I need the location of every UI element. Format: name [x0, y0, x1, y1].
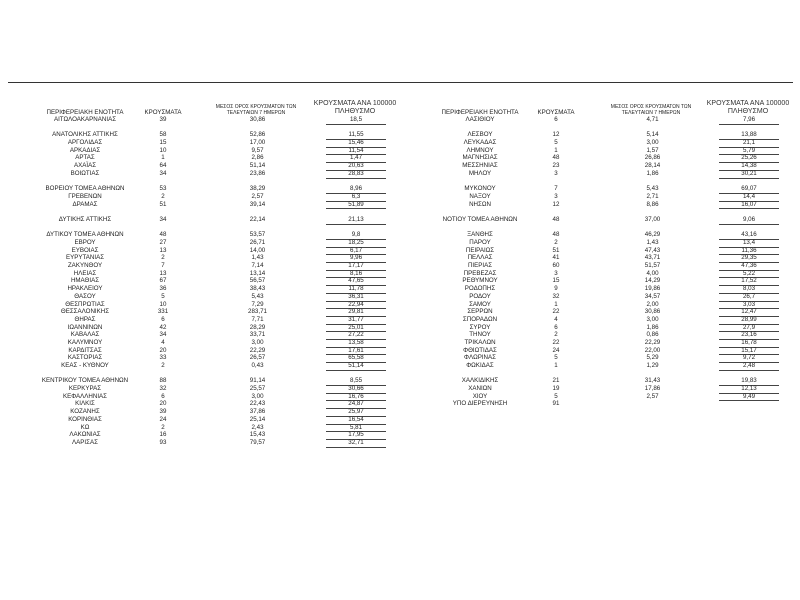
- cell-region: ΧΑΛΚΙΔΙΚΗΣ: [461, 377, 499, 385]
- cell-cases: 4: [161, 338, 165, 346]
- cell-per100k: 6,17: [326, 247, 386, 256]
- cell-avg: 1,43: [646, 239, 659, 246]
- cell-region: ΚΕΑΣ - ΚΥΘΝΟΥ: [61, 362, 109, 369]
- cell-avg: 8,86: [646, 200, 659, 208]
- cell-region: ΠΡΕΒΕΖΑΣ: [463, 269, 497, 277]
- cell-per100k: 25,26: [719, 154, 779, 163]
- cell-per100k: 32,71: [326, 439, 386, 448]
- cell-cases: 20: [159, 346, 167, 354]
- cell-cases: 48: [159, 231, 167, 239]
- cell-cases: 12: [552, 200, 560, 208]
- header-cases: ΚΡΟΥΣΜΑΤΑ: [537, 109, 575, 116]
- cell-cases: 1: [554, 362, 558, 369]
- cell-cases: 5: [554, 392, 558, 400]
- cell-cases: 331: [157, 308, 169, 316]
- cell-region: ΚΑΛΥΜΝΟΥ: [67, 338, 103, 346]
- cell-per100k: 28,83: [326, 170, 386, 179]
- cell-cases: 12: [552, 131, 560, 139]
- cell-avg: 0,43: [251, 362, 264, 369]
- cell-cases: 21: [552, 377, 560, 385]
- cell-per100k: 27,9: [719, 324, 779, 333]
- cell-region: ΦΛΩΡΙΝΑΣ: [464, 354, 496, 362]
- cell-avg: 17,86: [644, 385, 661, 393]
- cell-avg: 5,43: [646, 185, 659, 193]
- cell-avg: 34,57: [644, 292, 661, 300]
- cell-per100k: 14,4: [719, 193, 779, 202]
- cell-per100k: 5,79: [719, 147, 779, 156]
- cell-region: ΜΗΛΟΥ: [468, 169, 492, 177]
- cell-region: ΜΕΣΣΗΝΙΑΣ: [462, 162, 498, 170]
- cell-avg: 1,43: [251, 254, 264, 262]
- cell-per100k: 11,78: [326, 285, 386, 294]
- cell-avg: 37,00: [644, 215, 661, 223]
- cell-per100k: 12,47: [719, 308, 779, 317]
- cell-avg: 3,00: [646, 139, 659, 147]
- cell-region: ΠΑΡΟΥ: [469, 239, 491, 246]
- cell-cases: 60: [552, 262, 560, 270]
- cell-per100k: 22,94: [326, 301, 386, 310]
- cell-region: ΣΠΟΡΑΔΩΝ: [462, 315, 498, 323]
- cell-cases: 20: [159, 400, 167, 408]
- cell-per100k: 24,87: [326, 400, 386, 409]
- cell-per100k: 25,01: [326, 324, 386, 333]
- cell-avg: 19,86: [644, 285, 661, 293]
- cell-cases: 39: [159, 408, 167, 416]
- cell-avg: 28,29: [249, 323, 266, 331]
- cell-region: ΦΘΙΩΤΙΔΑΣ: [463, 346, 497, 354]
- cell-cases: 6: [554, 323, 558, 331]
- cell-avg: 22,00: [644, 346, 661, 354]
- cell-avg: 56,57: [249, 277, 266, 285]
- cell-cases: 7: [554, 185, 558, 193]
- cell-per100k: 9,96: [326, 254, 386, 263]
- cell-cases: 1: [554, 146, 558, 154]
- cell-cases: 39: [159, 116, 167, 123]
- cell-per100k: 31,77: [326, 316, 386, 325]
- cell-per100k: 69,07: [719, 185, 779, 194]
- cell-region: ΡΕΘΥΜΝΟΥ: [462, 277, 498, 285]
- cell-avg: 5,14: [646, 131, 659, 139]
- cell-per100k: 43,16: [719, 231, 779, 240]
- cell-region: ΛΕΣΒΟΥ: [467, 131, 493, 139]
- cell-avg: 13,14: [249, 269, 266, 277]
- cell-cases: 33: [159, 354, 167, 362]
- cell-avg: 22,29: [249, 346, 266, 354]
- cell-region: ΖΑΚΥΝΘΟΥ: [67, 262, 103, 270]
- cell-per100k: 9,72: [719, 354, 779, 363]
- cell-per100k: 15,46: [326, 139, 386, 148]
- cell-region: ΘΑΣΟΥ: [74, 292, 96, 300]
- cell-avg: 91,14: [249, 377, 266, 385]
- cell-per100k: 25,97: [326, 408, 386, 417]
- cell-region: ΛΑΚΩΝΙΑΣ: [69, 431, 101, 439]
- cell-region: ΣΑΜΟΥ: [469, 300, 491, 308]
- cell-per100k: 30,66: [326, 385, 386, 394]
- cell-per100k: 26,7: [719, 293, 779, 302]
- cell-region: ΚΟΡΙΝΘΙΑΣ: [68, 415, 102, 423]
- cell-region: ΑΡΤΑΣ: [75, 154, 95, 162]
- cell-avg: 14,29: [644, 277, 661, 285]
- cell-avg: 31,43: [644, 377, 661, 385]
- cell-avg: 53,57: [249, 231, 266, 239]
- cell-region: ΥΠΟ ΔΙΕΡΕΥΝΗΣΗ: [452, 400, 508, 408]
- cell-cases: 6: [161, 392, 165, 400]
- cell-avg: 43,71: [644, 254, 661, 262]
- cell-cases: 34: [159, 331, 167, 339]
- cell-cases: 2: [161, 362, 165, 369]
- cell-avg: 1,57: [646, 146, 659, 154]
- cell-per100k: 5,22: [719, 270, 779, 279]
- cell-cases: 23: [552, 162, 560, 170]
- cell-per100k: 17,52: [719, 277, 779, 286]
- cell-cases: 9: [554, 285, 558, 293]
- cell-region: ΡΟΔΟΠΗΣ: [464, 285, 496, 293]
- header-avg: ΜΕΣΟΣ ΟΡΟΣ ΚΡΟΥΣΜΑΤΩΝ ΤΩΝ ΤΕΛΕΥΤΑΙΩΝ 7 ΗΜΕΡΩΝ: [215, 104, 297, 116]
- cell-per100k: 36,31: [326, 293, 386, 302]
- cell-cases: 3: [554, 169, 558, 177]
- cell-per100k: 8,96: [326, 185, 386, 194]
- cell-per100k: 30,21: [719, 170, 779, 179]
- cell-per100k: 16,07: [719, 201, 779, 210]
- header-per100k: ΚΡΟΥΣΜΑΤΑ ΑΝΑ 100000 ΠΛΗΘΥΣΜΟ: [706, 100, 790, 115]
- cell-cases: 88: [159, 377, 167, 385]
- cell-region: ΒΟΙΩΤΙΑΣ: [70, 169, 100, 177]
- cell-cases: 10: [159, 300, 167, 308]
- cell-avg: 2,86: [251, 154, 264, 162]
- cell-per100k: 17,17: [326, 262, 386, 271]
- cell-region: ΝΑΞΟΥ: [469, 192, 491, 200]
- cell-per100k: 8,16: [326, 270, 386, 279]
- cell-avg: 26,86: [644, 154, 661, 162]
- cell-cases: 1: [554, 300, 558, 308]
- cell-cases: 2: [161, 423, 165, 431]
- cell-avg: 3,00: [251, 338, 264, 346]
- cell-cases: 51: [552, 246, 560, 254]
- cell-cases: 48: [552, 154, 560, 162]
- cell-per100k: 29,35: [719, 254, 779, 263]
- cell-per100k: 21,13: [326, 216, 386, 225]
- cell-cases: 53: [159, 185, 167, 193]
- cell-avg: 7,14: [251, 262, 264, 270]
- cell-region: ΕΥΒΟΙΑΣ: [71, 246, 99, 254]
- cell-cases: 24: [552, 346, 560, 354]
- cell-region: ΙΩΑΝΝΙΝΩΝ: [67, 323, 103, 331]
- cell-cases: 58: [159, 131, 167, 139]
- cell-cases: 2: [161, 254, 165, 262]
- cell-region: ΤΗΝΟΥ: [469, 331, 491, 339]
- cell-per100k: 16,54: [326, 416, 386, 425]
- cell-region: ΕΒΡΟΥ: [74, 239, 96, 246]
- cell-avg: 47,43: [644, 246, 661, 254]
- cell-region: ΡΟΔΟΥ: [469, 292, 491, 300]
- left-table-header: [8, 94, 398, 116]
- cell-avg: 9,57: [251, 146, 264, 154]
- cell-region: ΑΝΑΤΟΛΙΚΗΣ ΑΤΤΙΚΗΣ: [52, 131, 118, 139]
- cell-per100k: 18,5: [326, 116, 386, 125]
- cell-cases: 27: [159, 239, 167, 246]
- cell-cases: 32: [159, 385, 167, 393]
- cell-avg: 5,29: [646, 354, 659, 362]
- cell-avg: 1,86: [646, 323, 659, 331]
- cell-per100k: 11,55: [326, 131, 386, 140]
- cell-avg: 3,00: [251, 392, 264, 400]
- cell-cases: 32: [552, 292, 560, 300]
- cell-per100k: 47,65: [326, 277, 386, 286]
- cell-region: ΚΑΣΤΟΡΙΑΣ: [67, 354, 103, 362]
- cell-cases: 6: [554, 116, 558, 123]
- cell-avg: 22,43: [249, 400, 266, 408]
- cell-avg: 37,86: [249, 408, 266, 416]
- header-region: ΠΕΡΙΦΕΡΕΙΑΚΗ ΕΝΟΤΗΤΑ: [441, 109, 519, 116]
- cell-per100k: 17,95: [326, 431, 386, 440]
- header-per100k: ΚΡΟΥΣΜΑΤΑ ΑΝΑ 100000 ΠΛΗΘΥΣΜΟ: [313, 100, 397, 115]
- cell-cases: 34: [159, 169, 167, 177]
- cell-per100k: 1,47: [326, 154, 386, 163]
- cell-per100k: 65,58: [326, 354, 386, 363]
- cell-region: ΧΑΝΙΩΝ: [468, 385, 492, 393]
- cell-avg: 28,14: [644, 162, 661, 170]
- cell-region: ΑΙΤΩΛΟΑΚΑΡΝΑΝΙΑΣ: [53, 116, 117, 123]
- cell-avg: 51,14: [249, 162, 266, 170]
- header-region: ΠΕΡΙΦΕΡΕΙΑΚΗ ΕΝΟΤΗΤΑ: [46, 109, 124, 116]
- cell-avg: 1,86: [646, 169, 659, 177]
- cell-region: ΑΡΚΑΔΙΑΣ: [69, 146, 101, 154]
- cell-region: ΣΥΡΟΥ: [469, 323, 491, 331]
- cell-avg: 2,00: [646, 300, 659, 308]
- cell-per100k: 19,83: [719, 377, 779, 386]
- cell-per100k: 13,88: [719, 131, 779, 140]
- cell-cases: 15: [159, 139, 167, 147]
- cell-region: ΚΟΖΑΝΗΣ: [70, 408, 100, 416]
- cell-avg: 7,29: [251, 300, 264, 308]
- cell-region: ΦΩΚΙΔΑΣ: [466, 362, 494, 369]
- cell-cases: 64: [159, 162, 167, 170]
- cell-region: ΛΑΡΙΣΑΣ: [72, 438, 98, 446]
- cell-region: ΑΡΓΟΛΙΔΑΣ: [67, 139, 103, 147]
- cell-avg: 25,14: [249, 415, 266, 423]
- cell-per100k: 5,81: [326, 424, 386, 433]
- cell-avg: 2,57: [251, 192, 264, 200]
- cell-region: ΒΟΡΕΙΟΥ ΤΟΜΕΑ ΑΘΗΝΩΝ: [45, 185, 125, 193]
- cell-per100k: 9,8: [326, 231, 386, 240]
- cell-cases: 24: [159, 415, 167, 423]
- cell-cases: 4: [554, 315, 558, 323]
- cell-cases: 48: [552, 231, 560, 239]
- right-table-header: [405, 94, 793, 116]
- cell-region: ΧΙΟΥ: [472, 392, 488, 400]
- cell-cases: 10: [159, 146, 167, 154]
- cell-region: ΚΕΝΤΡΙΚΟΥ ΤΟΜΕΑ ΑΘΗΝΩΝ: [41, 377, 129, 385]
- cell-per100k: 28,99: [719, 316, 779, 325]
- cell-cases: 13: [159, 269, 167, 277]
- cell-cases: 41: [552, 254, 560, 262]
- cell-cases: 7: [161, 262, 165, 270]
- cell-per100k: 15,17: [719, 347, 779, 356]
- cell-avg: 26,57: [249, 354, 266, 362]
- cell-per100k: 13,58: [326, 339, 386, 348]
- cell-region: ΜΥΚΟΝΟΥ: [464, 185, 496, 193]
- cell-per100k: 11,54: [326, 147, 386, 156]
- cell-per100k: 8,03: [719, 285, 779, 294]
- cell-region: ΘΕΣΠΡΩΤΙΑΣ: [65, 300, 105, 308]
- cell-region: ΜΑΓΝΗΣΙΑΣ: [462, 154, 498, 162]
- cell-avg: 17,00: [249, 139, 266, 147]
- cell-per100k: 14,38: [719, 162, 779, 171]
- cell-region: ΔΡΑΜΑΣ: [72, 200, 98, 208]
- cell-avg: 22,29: [644, 338, 661, 346]
- cell-region: ΔΥΤΙΚΟΥ ΤΟΜΕΑ ΑΘΗΝΩΝ: [46, 231, 124, 239]
- cell-avg: 283,71: [248, 308, 267, 316]
- top-rule: [8, 82, 793, 83]
- cell-region: ΓΡΕΒΕΝΩΝ: [68, 192, 102, 200]
- cell-per100k: 7,96: [719, 116, 779, 125]
- cell-avg: 7,71: [251, 315, 264, 323]
- cell-region: ΛΑΣΙΘΙΟΥ: [465, 116, 495, 123]
- cell-region: ΠΕΙΡΑΙΩΣ: [465, 246, 495, 254]
- cell-avg: 4,00: [646, 269, 659, 277]
- cell-avg: 79,57: [249, 438, 266, 446]
- cell-region: ΤΡΙΚΑΛΩΝ: [464, 338, 496, 346]
- cell-per100k: 51,14: [326, 362, 386, 371]
- cell-avg: 23,86: [249, 169, 266, 177]
- cell-per100k: 47,36: [719, 262, 779, 271]
- cell-region: ΕΥΡΥΤΑΝΙΑΣ: [65, 254, 105, 262]
- cell-avg: 38,29: [249, 185, 266, 193]
- cell-avg: 4,71: [646, 116, 659, 123]
- cell-per100k: 2,48: [719, 362, 779, 371]
- cell-cases: 5: [554, 139, 558, 147]
- cell-cases: 42: [159, 323, 167, 331]
- cell-region: ΛΕΥΚΑΔΑΣ: [463, 139, 497, 147]
- cell-avg: 1,29: [646, 362, 659, 369]
- cell-region: ΠΕΛΛΑΣ: [467, 254, 493, 262]
- cell-cases: 2: [554, 239, 558, 246]
- cell-per100k: 8,55: [326, 377, 386, 386]
- cell-per100k: 12,13: [719, 385, 779, 394]
- cell-per100k: 16,78: [719, 339, 779, 348]
- cell-region: ΝΟΤΙΟΥ ΤΟΜΕΑ ΑΘΗΝΩΝ: [442, 215, 518, 223]
- cell-avg: 2,43: [251, 423, 264, 431]
- cell-avg: 30,86: [644, 308, 661, 316]
- cell-region: ΚΙΛΚΙΣ: [75, 400, 95, 408]
- cell-region: ΛΗΜΝΟΥ: [466, 146, 494, 154]
- cell-region: ΚΕΡΚΥΡΑΣ: [68, 385, 102, 393]
- cell-per100k: 21,1: [719, 139, 779, 148]
- cell-region: ΠΙΕΡΙΑΣ: [467, 262, 493, 270]
- cell-avg: 52,86: [249, 131, 266, 139]
- cell-per100k: 13,4: [719, 239, 779, 248]
- cell-avg: 39,14: [249, 200, 266, 208]
- cell-per100k: 3,03: [719, 301, 779, 310]
- cell-region: ΚΑΒΑΛΑΣ: [70, 331, 100, 339]
- cell-per100k: 17,61: [326, 347, 386, 356]
- cell-avg: 14,00: [249, 246, 266, 254]
- cell-avg: 0,86: [646, 331, 659, 339]
- cell-per100k: 27,22: [326, 331, 386, 340]
- cell-avg: 15,43: [249, 431, 266, 439]
- cell-avg: 51,57: [644, 262, 661, 270]
- cell-avg: 2,57: [646, 392, 659, 400]
- cell-cases: 51: [159, 200, 167, 208]
- cell-per100k: 18,25: [326, 239, 386, 248]
- cell-avg: 26,71: [249, 239, 266, 246]
- cell-cases: 15: [552, 277, 560, 285]
- cell-region: ΗΛΕΙΑΣ: [73, 269, 97, 277]
- cell-per100k: 6,3: [326, 193, 386, 202]
- cell-region: ΗΡΑΚΛΕΙΟΥ: [67, 285, 103, 293]
- cell-region: ΣΕΡΡΩΝ: [467, 308, 493, 316]
- cell-region: ΚΕΦΑΛΛΗΝΙΑΣ: [62, 392, 107, 400]
- cell-per100k: 23,16: [719, 331, 779, 340]
- cell-region: ΘΗΡΑΣ: [74, 315, 96, 323]
- cell-cases: 2: [161, 192, 165, 200]
- cell-avg: 46,29: [644, 231, 661, 239]
- cell-cases: 13: [159, 246, 167, 254]
- cell-region: ΚΑΡΔΙΤΣΑΣ: [68, 346, 102, 354]
- cell-avg: 33,71: [249, 331, 266, 339]
- cell-region: ΝΗΣΩΝ: [469, 200, 491, 208]
- cell-region: ΗΜΑΘΙΑΣ: [70, 277, 100, 285]
- cell-cases: 22: [552, 338, 560, 346]
- cell-region: ΔΥΤΙΚΗΣ ΑΤΤΙΚΗΣ: [58, 215, 112, 223]
- cell-cases: 19: [552, 385, 560, 393]
- cell-cases: 67: [159, 277, 167, 285]
- cell-avg: 30,86: [249, 116, 266, 123]
- cell-per100k: 11,36: [719, 247, 779, 256]
- cell-cases: 5: [161, 292, 165, 300]
- cell-cases: 93: [159, 438, 167, 446]
- cell-per100k: 9,06: [719, 216, 779, 225]
- cell-cases: 34: [159, 215, 167, 223]
- cell-region: ΚΩ: [80, 423, 90, 431]
- cell-cases: 3: [554, 269, 558, 277]
- cell-per100k: 9,49: [719, 393, 779, 402]
- header-cases: ΚΡΟΥΣΜΑΤΑ: [144, 109, 182, 116]
- cell-cases: 2: [554, 331, 558, 339]
- cell-cases: 36: [159, 285, 167, 293]
- cell-cases: 22: [552, 308, 560, 316]
- cell-region: ΞΑΝΘΗΣ: [467, 231, 493, 239]
- cell-cases: 3: [554, 192, 558, 200]
- cell-per100k: 20,63: [326, 162, 386, 171]
- cell-cases: 6: [161, 315, 165, 323]
- cell-avg: 38,43: [249, 285, 266, 293]
- cell-avg: 3,00: [646, 315, 659, 323]
- cell-cases: 16: [159, 431, 167, 439]
- cell-region: ΘΕΣΣΑΛΟΝΙΚΗΣ: [60, 308, 110, 316]
- cell-avg: 2,71: [646, 192, 659, 200]
- cell-avg: 22,14: [249, 215, 266, 223]
- header-avg: ΜΕΣΟΣ ΟΡΟΣ ΚΡΟΥΣΜΑΤΩΝ ΤΩΝ ΤΕΛΕΥΤΑΙΩΝ 7 ΗΜΕΡΩΝ: [610, 104, 692, 116]
- cell-cases: 1: [161, 154, 165, 162]
- cell-cases: 48: [552, 215, 560, 223]
- cell-avg: 25,57: [249, 385, 266, 393]
- cell-per100k: 16,76: [326, 393, 386, 402]
- cell-cases: 91: [552, 400, 560, 408]
- cell-region: ΑΧΑΪΑΣ: [73, 162, 97, 170]
- cell-cases: 5: [554, 354, 558, 362]
- cell-per100k: 29,81: [326, 308, 386, 317]
- cell-per100k: 51,89: [326, 201, 386, 210]
- cell-avg: 5,43: [251, 292, 264, 300]
